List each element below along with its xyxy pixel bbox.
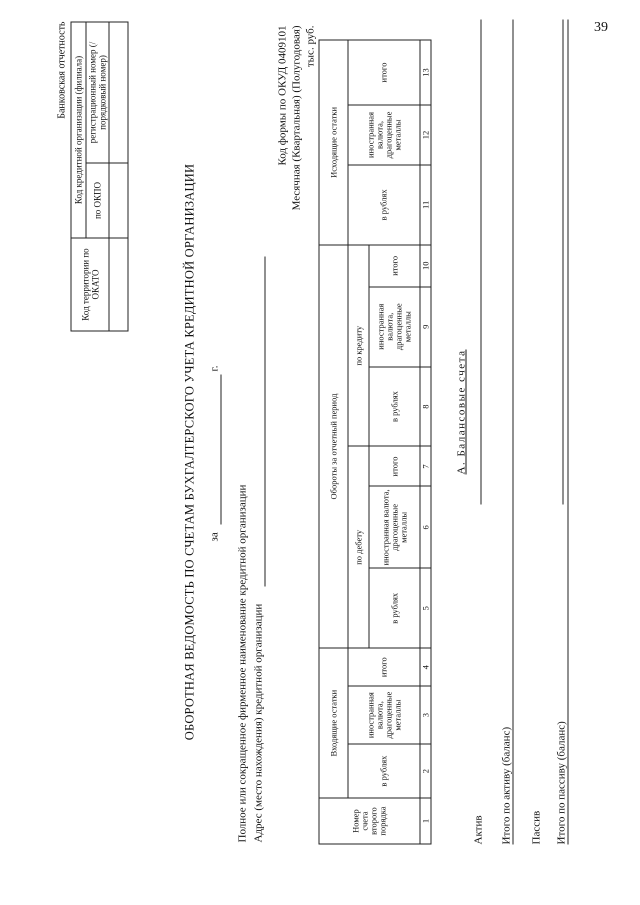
bank-reporting-label: Банковская отчетность [56, 21, 68, 119]
date-prefix: за [208, 532, 221, 542]
debit-header: по дебету [348, 447, 369, 649]
liabilities-total-line [568, 20, 569, 845]
address-label: Адрес (место нахождения) кредитной организации [252, 603, 265, 843]
closing-rub-header: в рублях [348, 165, 420, 245]
col-number: 10 [420, 245, 431, 287]
rotated-form [1, 0, 640, 905]
units: тыс. руб. [304, 25, 317, 68]
assets-label: Актив [472, 815, 485, 845]
col-number: 12 [420, 105, 431, 165]
col-number: 1 [420, 798, 431, 844]
okpo-header: по ОКПО [86, 163, 109, 238]
col-number: 2 [420, 744, 431, 798]
credit-fx-header: иностранная валюта, драгоценные металлы [369, 287, 420, 367]
okato-header: Код территории по ОКАТО [71, 238, 109, 331]
col-number: 7 [420, 447, 431, 487]
col-number: 11 [420, 165, 431, 245]
org-code-group-header: Код кредитной организации (филиала) [71, 22, 86, 238]
org-codes-table [71, 22, 129, 332]
col-number: 13 [420, 40, 431, 105]
date-field [221, 375, 222, 525]
credit-total-header: итого [369, 245, 420, 287]
form-code: Код формы по ОКУД 0409101 [276, 25, 289, 166]
assets-total-line [513, 20, 514, 845]
assets-total-label: Итого по активу (баланс) [500, 726, 513, 845]
turnover-header: Обороты за отчетный период [319, 245, 348, 648]
page-number: 39 [594, 20, 608, 35]
balance-accounts-header: А. Балансовые счета [455, 349, 468, 475]
col-number: 5 [420, 568, 431, 648]
account-column-header: Номер счета второго порядка [319, 798, 420, 844]
debit-total-header: итого [369, 447, 420, 487]
closing-total-header: итого [348, 40, 420, 105]
opening-total-header: итого [348, 648, 420, 686]
col-number: 3 [420, 686, 431, 744]
closing-balances-header: Исходящие остатки [319, 40, 348, 245]
opening-fx-header: иностранная валюта, драгоценные металлы [348, 686, 420, 744]
periodicity: Месячная (Квартальная) (Полугодовая) [290, 25, 303, 211]
page-title: ОБОРОТНАЯ ВЕДОМОСТЬ ПО СЧЕТАМ БУХГАЛТЕРСКОГО УЧЕТА КРЕДИТНОЙ ОРГАНИЗАЦИИ [182, 163, 197, 741]
okpo-value-cell [109, 163, 128, 238]
regnum-value-cell [109, 22, 128, 163]
col-number: 4 [420, 648, 431, 686]
turnover-table [319, 40, 432, 845]
opening-balances-header: Входящие остатки [319, 648, 348, 798]
regnum-header: регистрационный номер (/порядковый номер) [86, 22, 109, 163]
credit-rub-header: в рублях [369, 367, 420, 447]
liabilities-total-label: Итого по пассиву (баланс) [555, 721, 568, 845]
column-number-row [420, 40, 431, 844]
col-number: 9 [420, 287, 431, 367]
full-name-label: Полное или сокращенное фирменное наименование кредитной организации [236, 484, 249, 843]
opening-rub-header: в рублях [348, 744, 420, 798]
address-field [265, 257, 266, 587]
date-suffix: г. [208, 365, 221, 372]
credit-header: по кредиту [348, 245, 369, 447]
liabilities-label: Пассив [530, 810, 543, 845]
debit-fx-header: иностранная валюта, драгоценные металлы [369, 486, 420, 568]
col-number: 8 [420, 367, 431, 447]
assets-line [481, 20, 482, 505]
col-number: 6 [420, 486, 431, 568]
debit-rub-header: в рублях [369, 568, 420, 648]
closing-fx-header: иностранная валюта, драгоценные металлы [348, 105, 420, 165]
liabilities-line [563, 20, 564, 505]
okato-value-cell [109, 238, 128, 331]
